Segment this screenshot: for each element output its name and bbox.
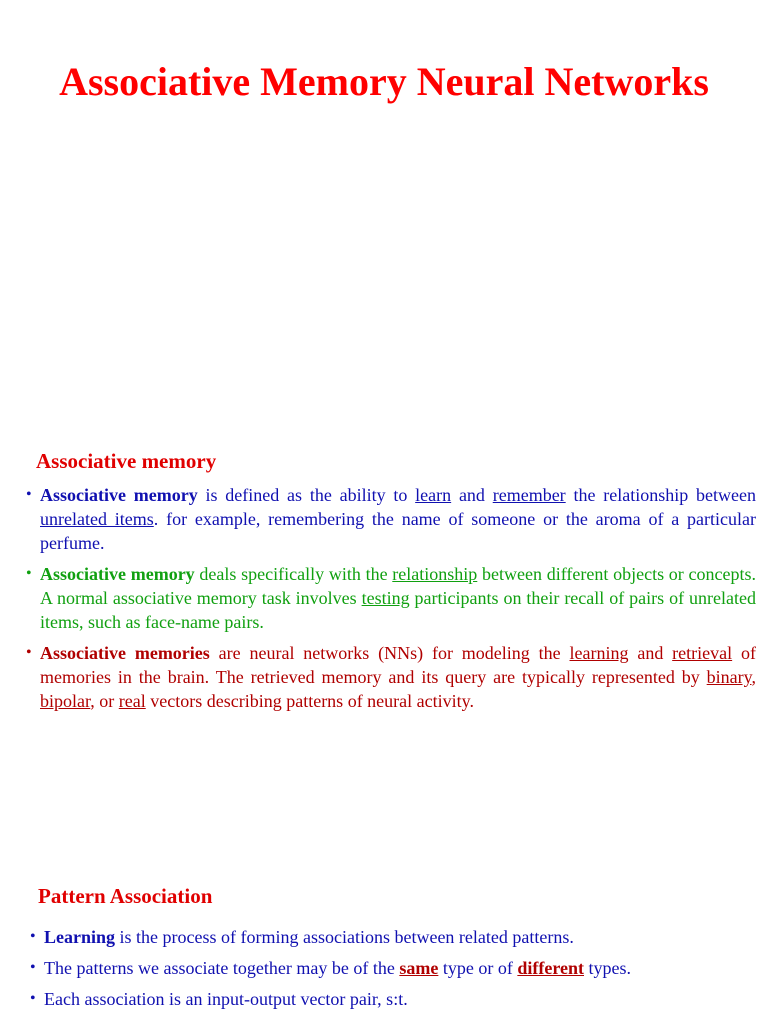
underlined-term-retrieval: retrieval xyxy=(672,643,733,663)
bullet-relationship xyxy=(26,562,757,634)
underlined-term-unrelated-items: unrelated items xyxy=(40,509,154,529)
text: . for example, remembering the name of someone or the aroma of a particular perfume. xyxy=(40,509,756,553)
text: vectors describing patterns of neural activity. xyxy=(145,691,474,711)
text: , or xyxy=(90,691,119,711)
bullet-learning xyxy=(30,925,748,949)
bullet-glyph: • xyxy=(26,486,32,503)
underlined-term-bipolar: bipolar xyxy=(40,691,91,711)
underlined-term-different: different xyxy=(517,958,584,978)
bullet-glyph: • xyxy=(30,928,36,945)
text: is the process of forming associations between related patterns. xyxy=(115,927,574,947)
underlined-term-remember: remember xyxy=(492,485,566,505)
text: and xyxy=(451,485,493,505)
bullet-pattern-types xyxy=(30,956,748,980)
term: Associative memories xyxy=(40,643,210,663)
text: , xyxy=(751,667,756,687)
text: the relationship between xyxy=(565,485,756,505)
bullet-neural-networks xyxy=(26,641,756,713)
bullet-input-output-pair xyxy=(30,987,748,1011)
text: Each association is an input-output vector pair, s:t. xyxy=(44,989,408,1009)
pattern-association-bullets xyxy=(30,925,748,1011)
associative-memory-bullets xyxy=(26,483,757,713)
text: deals specifically with the xyxy=(194,564,393,584)
page-title: Associative Memory Neural Networks xyxy=(59,59,709,104)
text: participants on their recall of pairs of unrelated items, such as face-name pairs. xyxy=(40,588,756,632)
text: is defined as the ability to xyxy=(197,485,416,505)
text: type or of xyxy=(438,958,518,978)
bullet-definition xyxy=(26,483,756,555)
section-heading-associative-memory: Associative memory xyxy=(36,449,217,473)
bullet-glyph: • xyxy=(30,959,36,976)
bullet-glyph: • xyxy=(26,565,32,582)
bullet-glyph: • xyxy=(26,644,32,661)
term: Associative memory xyxy=(40,564,195,584)
section-heading-pattern-association: Pattern Association xyxy=(38,884,213,908)
text: types. xyxy=(584,958,631,978)
underlined-term-binary: binary xyxy=(706,667,752,687)
underlined-term-same: same xyxy=(399,958,439,978)
text: of memories in the brain. The retrieved memory and its query are typically represented by xyxy=(40,643,756,687)
text: between different objects or concepts. A normal associative memory task involves xyxy=(40,564,757,608)
bullet-glyph: • xyxy=(30,990,36,1007)
underlined-term-relationship: relationship xyxy=(392,564,478,584)
text: are neural networks (NNs) for modeling the xyxy=(209,643,570,663)
underlined-term-testing: testing xyxy=(361,588,410,608)
text: The patterns we associate together may be of the xyxy=(44,958,400,978)
text: and xyxy=(628,643,673,663)
term: Associative memory xyxy=(40,485,198,505)
term: Learning xyxy=(44,927,116,947)
underlined-term-learning: learning xyxy=(569,643,629,663)
underlined-term-real: real xyxy=(118,691,146,711)
underlined-term-learn: learn xyxy=(415,485,452,505)
